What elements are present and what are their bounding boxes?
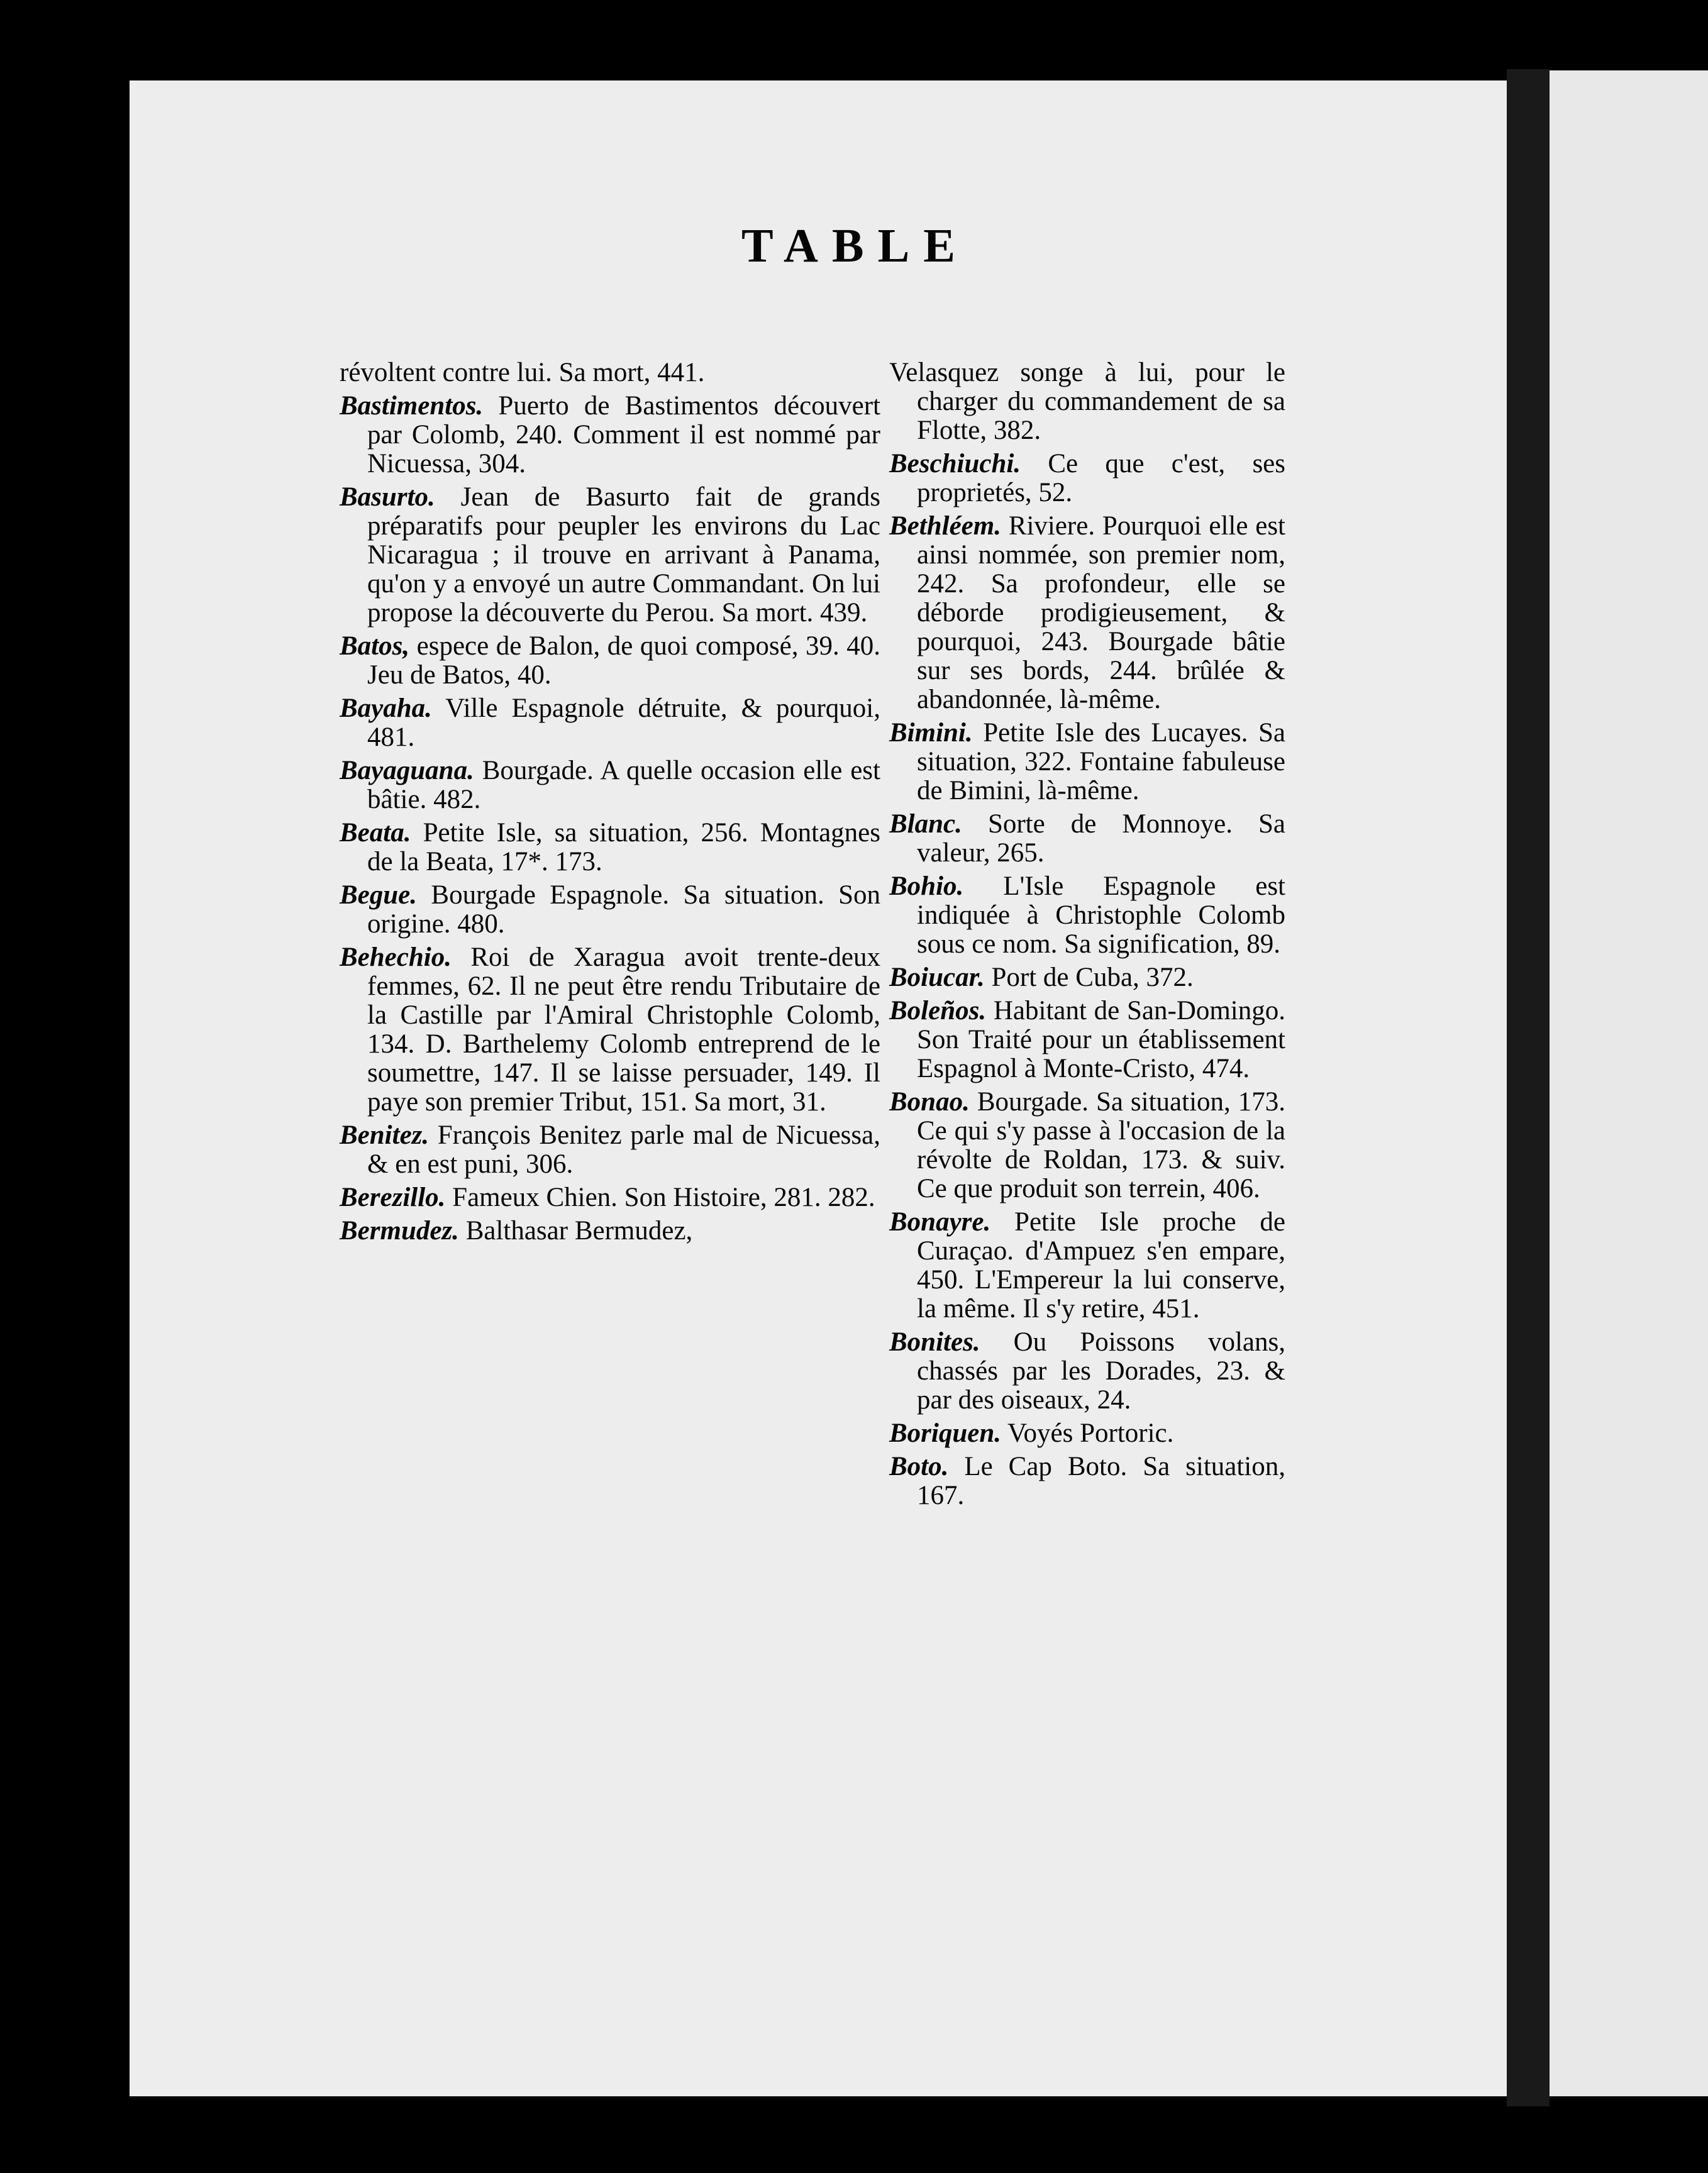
facing-page-edge [1550, 70, 1708, 2096]
index-entry: Bimini. Petite Isle des Lucayes. Sa situation, 322. Fontaine fabuleuse de Bimini, là-même. [889, 718, 1285, 805]
index-entry: Benitez. François Benitez parle mal de Nicuessa, & en est puni, 306. [340, 1120, 880, 1179]
page-title: TABLE [741, 219, 969, 272]
index-entry: Bayaha. Ville Espagnole détruite, & pourquoi, 481. [340, 694, 880, 752]
index-entry: Beata. Petite Isle, sa situation, 256. Montagnes de la Beata, 17*. 173. [340, 818, 880, 876]
index-entry: Boleños. Habitant de San-Domingo. Son Traité pour un établissement Espagnol à Monte-Cristo, 474. [889, 996, 1285, 1083]
index-entry: Beschiuchi. Ce que c'est, ses proprietés, 52. [889, 449, 1285, 507]
book-gutter [1507, 69, 1550, 2106]
index-column-left [340, 358, 880, 1250]
index-entry: Batos, espece de Balon, de quoi composé, 39. 40. Jeu de Batos, 40. [340, 631, 880, 690]
index-entry: Blanc. Sorte de Monnoye. Sa valeur, 265. [889, 809, 1285, 868]
index-entry: Bonayre. Petite Isle proche de Curaçao. d'Ampuez s'en empare, 450. L'Empereur la lui conserve, la même. Il s'y retire, 451. [889, 1207, 1286, 1324]
index-entry: révoltent contre lui. Sa mort, 441. [340, 358, 705, 387]
index-entry: Bayaguana. Bourgade. A quelle occasion elle est bâtie. 482. [340, 756, 880, 814]
index-entry: Basurto. Jean de Basurto fait de grands préparatifs pour peupler les environs du Lac Nicaragua ; il trouve en arrivant à Panama, qu'on y a envoyé un autre Commandant. On lui propose la découverte du Perou. Sa mort. 439. [340, 482, 881, 628]
index-entry: Bethléem. Riviere. Pourquoi elle est ainsi nommée, son premier nom, 242. Sa profondeur, elle se déborde prodigieusement, & pourquoi, 243. Bourgade bâtie sur ses bords, 244. brûlée & abandonnée, là-même. [889, 511, 1286, 714]
index-entry: Velasquez songe à lui, pour le charger du commandement de sa Flotte, 382. [889, 358, 1285, 445]
index-entry: Boto. Le Cap Boto. Sa situation, 167. [889, 1452, 1285, 1510]
index-entry: Bermudez. Balthasar Bermudez, [340, 1216, 693, 1246]
index-entry: Begue. Bourgade Espagnole. Sa situation. Son origine. 480. [340, 880, 880, 939]
index-entry: Behechio. Roi de Xaragua avoit trente-deux femmes, 62. Il ne peut être rendu Tributaire de la Castille par l'Amiral Christophle Colomb, 134. D. Barthelemy Colomb entreprend de le soumettre, 147. Il se laisse persuader, 149. Il paye son premier Tribut, 151. Sa mort, 31. [340, 943, 881, 1117]
index-entry: Bastimentos. Puerto de Bastimentos découvert par Colomb, 240. Comment il est nommé par Nicuessa, 304. [340, 391, 881, 478]
index-entry: Boriquen. Voyés Portoric. [889, 1418, 1174, 1448]
index-entry: Berezillo. Fameux Chien. Son Histoire, 281. 282. [340, 1183, 875, 1212]
index-column-right [889, 358, 1285, 1515]
index-entry: Boiucar. Port de Cuba, 372. [889, 963, 1194, 992]
index-entry: Bonites. Ou Poissons volans, chassés par les Dorades, 23. & par des oiseaux, 24. [889, 1327, 1286, 1415]
index-entry: Bonao. Bourgade. Sa situation, 173. Ce qui s'y passe à l'occasion de la révolte de Roldan, 173. & suiv. Ce que produit son terrein, 406. [889, 1087, 1285, 1203]
index-entry: Bohio. L'Isle Espagnole est indiquée à Christophle Colomb sous ce nom. Sa signification, 89. [889, 871, 1285, 959]
